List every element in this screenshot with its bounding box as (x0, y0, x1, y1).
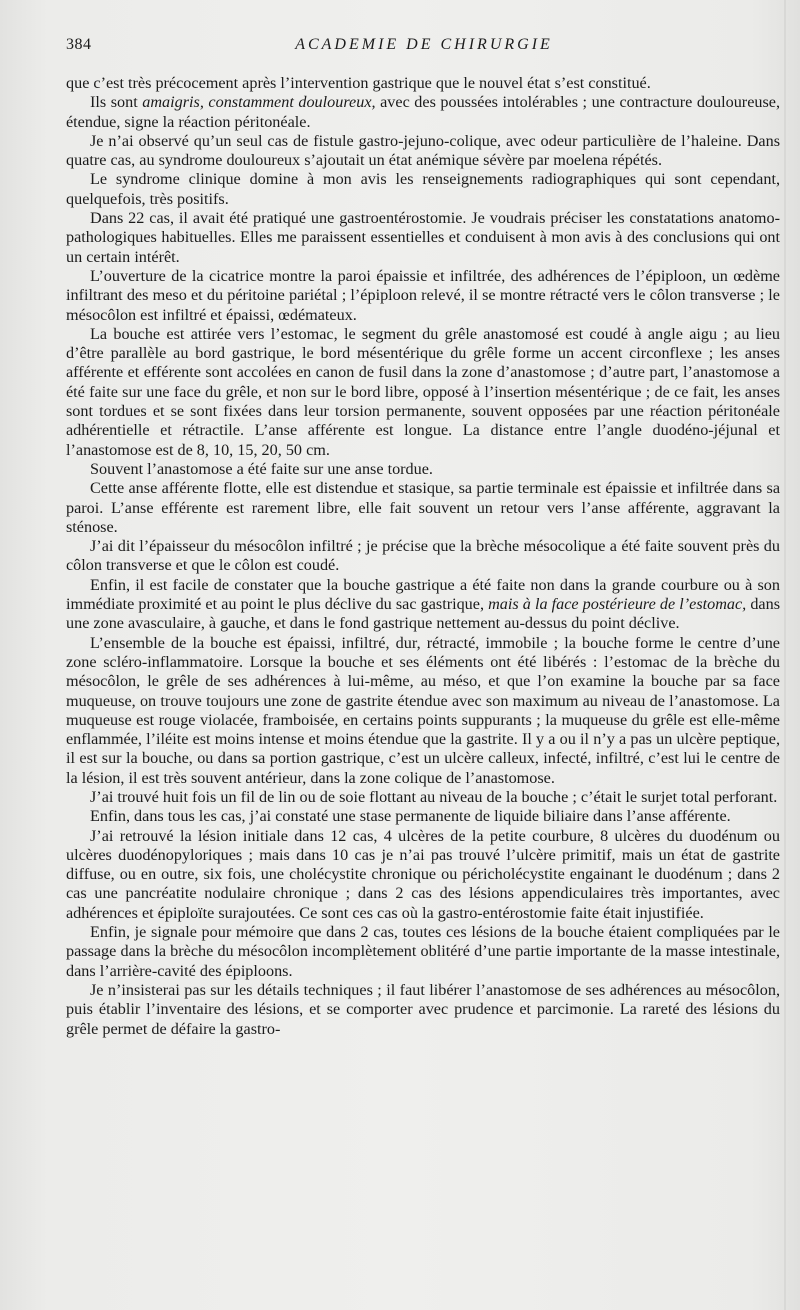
running-title: ACADEMIE DE CHIRURGIE (295, 36, 553, 53)
text-run: Je n’insisterai pas sur les détails techniques ; il faut libérer l’anastomose de ses adhérences au mésocôlon, puis établir l’inventaire des lésions, et se comporter avec prudence et parcimonie. La rareté des lésions du grêle permet de défaire la gastro- (66, 980, 780, 1038)
page-number: 384 (66, 36, 92, 53)
paragraph (66, 93, 780, 132)
paragraph (66, 74, 780, 93)
paragraph (66, 576, 780, 634)
text-run: que c’est très précocement après l’intervention gastrique que le nouvel état s’est constitué. (66, 74, 651, 92)
text-run: J’ai trouvé huit fois un fil de lin ou de soie flottant au niveau de la bouche ; c’était le surjet total perforant. (90, 787, 778, 806)
page-header (66, 36, 782, 58)
article-body (66, 74, 780, 1039)
text-run: avec des poussées intolérables ; une contracture douloureuse, étendue, signe la réaction péritonéale. (66, 93, 780, 131)
text-run: dans une zone avasculaire, à gauche, et dans le fond gastrique nettement au-dessus du point déclive. (66, 595, 780, 633)
paragraph (66, 981, 780, 1039)
paragraph (66, 479, 780, 537)
paragraph (66, 325, 780, 460)
text-run: L’ouverture de la cicatrice montre la paroi épaissie et infiltrée, des adhérences de l’épiploon, un œdème infiltrant des meso et du péritoine pariétal ; l’épiploon relevé, il se montre rétracté vers le côlon transverse ; le mésocôlon est infiltré et épaissi, œdémateux. (66, 266, 780, 324)
paragraph (66, 460, 780, 479)
paragraph (66, 267, 780, 325)
paragraph (66, 537, 780, 576)
paragraph (66, 634, 780, 788)
text-run: La bouche est attirée vers l’estomac, le segment du grêle anastomosé est coudé à angle aigu ; au lieu d’être parallèle au bord gastrique, le bord mésentérique du grêle forme un accent circonflexe ; les anses afférente et efférente sont accolées en canon de fusil dans la zone d’anastomose ; d’autre part, l’anastomose a été faite sur une face du grêle, et non sur le bord libre, opposé à l’insertion mésentérique ; de ce fait, les anses sont tordues et se sont fixées dans leur torsion permanente, souvent opposées par une réaction péritonéale adhérentielle et rétractile. L’anse afférente est longue. La distance entre l’angle duodéno-jéjunal et l’anastomose est de 8, 10, 15, 20, 50 cm. (66, 324, 780, 459)
paragraph (66, 788, 780, 807)
paragraph (66, 132, 780, 171)
text-run: Ils sont (90, 93, 143, 112)
text-run: Dans 22 cas, il avait été pratiqué une gastroentérostomie. Je voudrais préciser les constatations anatomo-pathologiques habituelles. Elles me paraissent essentielles et conduisent à mon avis à des conclusions qui ont un certain intérêt. (66, 209, 780, 266)
text-run: Cette anse afférente flotte, elle est distendue et stasique, sa partie terminale est épaissie et infiltrée dans sa paroi. L’anse efférente est rarement libre, elle fait souvent un retour vers l’anse afférente, aggravant la sténose. (66, 479, 780, 536)
text-run: Enfin, dans tous les cas, j’ai constaté une stase permanente de liquide biliaire dans l’anse afférente. (90, 807, 731, 826)
paragraph (66, 807, 780, 826)
text-run: Je n’ai observé qu’un seul cas de fistule gastro-jejuno-colique, avec odeur particulière de l’haleine. Dans quatre cas, au syndrome douloureux s’ajoutait un état anémique sévère par moelena répétés. (66, 131, 780, 170)
paragraph (66, 209, 780, 267)
paragraph (66, 170, 780, 209)
text-run: J’ai dit l’épaisseur du mésocôlon infiltré ; je précise que la brèche mésocolique a été faite souvent près du côlon transverse et que le côlon est coudé. (66, 537, 780, 575)
italic-text: mais à la face postérieure de l’estomac, (488, 595, 747, 614)
text-run: Enfin, il est facile de constater que la bouche gastrique a été faite non dans la grande courbure ou à son immédiate proximité et au point le plus déclive du sac gastrique, (66, 575, 780, 614)
text-run: J’ai retrouvé la lésion initiale dans 12 cas, 4 ulcères de la petite courbure, 8 ulcères du duodénum ou ulcères duodénopyloriques ; mais dans 10 cas je n’ai pas trouvé l’ulcère primitif, mais un état de gastrite diffuse, ou en outre, six fois, une cholécystite chronique ou péricholécystite engainant le duodénum ; dans 2 cas une pancréatite nodulaire chronique ; dans 2 cas des lésions appendiculaires très importantes, avec adhérences et épiploïte surajoutées. Ce sont ces cas où la gastro-entérostomie faite était injustifiée. (66, 826, 780, 922)
text-run: Le syndrome clinique domine à mon avis les renseignements radiographiques qui sont cependant, quelquefois, très positifs. (66, 170, 780, 208)
text-run: Enfin, je signale pour mémoire que dans 2 cas, toutes ces lésions de la bouche étaient compliquées par le passage dans la brèche du mésocôlon incomplètement oblitéré d’une partie importante de la masse intestinale, dans l’arrière-cavité des épiploons. (66, 923, 780, 980)
text-run: Souvent l’anastomose a été faite sur une anse tordue. (90, 459, 433, 478)
italic-text: amaigris, constamment douloureux, (142, 93, 376, 112)
paragraph (66, 923, 780, 981)
paragraph (66, 827, 780, 923)
text-run: L’ensemble de la bouche est épaissi, infiltré, dur, rétracté, immobile ; la bouche forme le centre d’une zone scléro-inflammatoire. Lorsque la bouche et ses éléments ont été libérés : l’estomac de la brèche du mésocôlon, le grêle de ses adhérences à lui-même, au méso, et que l’on examine la bouche par sa face muqueuse, on trouve toujours une zone de gastrite étendue avec son maximum au niveau de l’anastomose. La muqueuse est rouge violacée, framboisée, en certains points suppurants ; la muqueuse du grêle est elle-même enflammée, l’iléite est moins intense et moins étendue que la gastrite. Il y a ou il n’y a pas un ulcère peptique, il est sur la bouche, ou dans sa portion gastrique, c’est un ulcère calleux, infecté, infiltré, c’est lui le centre de la lésion, il est très souvent antérieur, dans la zone colique de l’anastomose. (66, 633, 780, 787)
page-edge-shadow (784, 0, 786, 1310)
